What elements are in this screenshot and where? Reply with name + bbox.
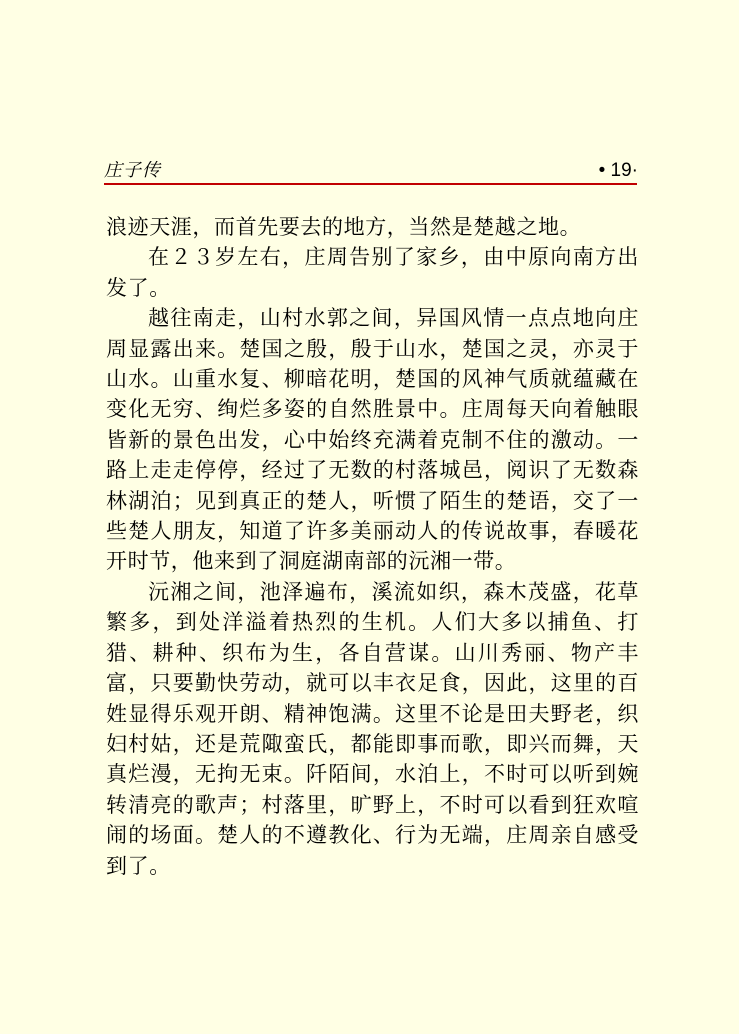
paragraph-3: 越往南走，山村水郭之间，异国风情一点点地向庄周显露出来。楚国之殷，殷于山水，楚国之灵，亦灵于山水。山重水复、柳暗花明，楚国的风神气质就蕴藏在变化无穷、绚烂多姿的自然胜景中。庄周每天向着触眼皆新的景色出发，心中始终充满着克制不住的激动。一路上走走停停，经过了无数的村落城邑，阅识了无数森林湖泊；见到真正的楚人，听惯了陌生的楚语，交了一些楚人朋友，知道了许多美丽动人的传说故事，春暖花开时节，他来到了洞庭湖南部的沅湘一带。 — [106, 306, 639, 574]
body-text — [106, 212, 639, 881]
book-title: 庄子传 — [104, 160, 161, 181]
paragraph-2: 在２３岁左右，庄周告别了家乡，由中原向南方出发了。 — [106, 245, 639, 300]
paragraph-1: 浪迹天涯，而首先要去的地方，当然是楚越之地。 — [106, 215, 582, 239]
running-head — [104, 158, 636, 184]
header-rule-divider — [104, 183, 637, 185]
paragraph-4: 沅湘之间，池泽遍布，溪流如织，森木茂盛，花草繁多，到处洋溢着热烈的生机。人们大多以捕鱼、打猎、耕种、织布为生，各自营谋。山川秀丽、物产丰富，只要勤快劳动，就可以丰衣足食，因此，这里的百姓显得乐观开朗、精神饱满。这里不论是田夫野老，织妇村姑，还是荒陬蛮氏，都能即事而歌，即兴而舞，天真烂漫，无拘无束。阡陌间，水泊上，不时可以听到婉转清亮的歌声；村落里，旷野上，不时可以看到狂欢喧闹的场面。楚人的不遵教化、行为无端，庄周亲自感受到了。 — [106, 579, 639, 878]
page-number: • 19· — [598, 160, 638, 181]
